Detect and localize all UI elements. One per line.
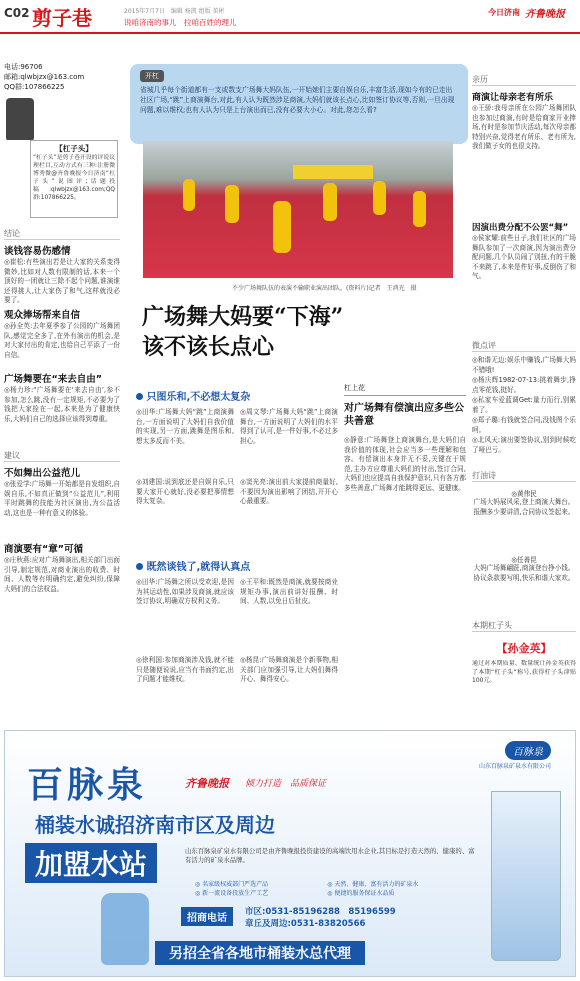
- water-glass-icon: [491, 791, 561, 961]
- section-suggestion: 建议: [4, 450, 120, 462]
- ad-bullet-4: ◎ 便捷的服务保证水品质: [327, 890, 395, 897]
- dancer-1: [183, 179, 195, 211]
- right-para-1: ◎王骄:我母亲所在公园广场舞团队也参加过商演,有时是给商家开业捧场,有时是参加节庆活动,每次母亲都特别兴奋,觉得老有所乐、老有所为,我们做子女的也很支持。: [472, 104, 576, 151]
- bullet-icon: [136, 393, 143, 400]
- ad-hotline-2: 章丘及周边:0531-83820566: [245, 919, 366, 929]
- water-bottle-icon: [101, 893, 149, 965]
- city-label: 今日济南: [488, 8, 520, 17]
- dancer-5: [373, 181, 386, 215]
- headline-line-1: 广场舞大妈要“下海”: [142, 304, 344, 330]
- photo-caption: 不少广场舞队伍的表演不输职业演出团队。(资料片)记者 王鸿光 摄: [232, 285, 417, 292]
- poem-2: 大妈广场舞翩跹,商演登台挣小钱。协议条款要写明,快乐和谐大家欢。: [473, 564, 575, 582]
- hongzi-body: “杠子头”是剪子巷开设的评说议理栏目,互动方式有三种:注册微博秀微@齐鲁晚报今日济南“杠子头”说图评;话题投稿:qlwbjzx@163.com;QQ群:107866225。: [33, 155, 115, 201]
- ad-bottom-line: 另招全省各地市桶装水总代理: [155, 941, 365, 965]
- mid-comment-3: ◎周文琴:广场舞大妈“跳”上商演舞台,一方面说明了大妈们的水平得到了认可,是一件好事,不必过多担心。: [240, 408, 338, 445]
- mid-comment-2: ◎刘建国:说到底还是自娱自乐,只要大家开心就好,没必要把事情想得太复杂。: [136, 478, 234, 506]
- column-title: 剪子巷: [32, 6, 92, 30]
- section-doggerel: 打油诗: [472, 470, 576, 482]
- fist-icon: [6, 98, 34, 140]
- left-para-3: ◎杨力珍:“广场舞要在‘来去自由’,参不参加,怎么跳,没有一定规矩,不必要为了钱把大家拴在一起,本来是为了健康快乐,大妈们自己的选择应该得到尊重。: [4, 386, 120, 423]
- dancer-6: [413, 191, 426, 227]
- left-para-5: ◎庄秋燕:应对广场舞演出,相关部门出面引导,制定规范,对商业演出的收费、时间、人数等有明确约定,避免纠纷,保障大妈们的合法权益。: [4, 556, 120, 593]
- left-para-4: ◎张爱学:广场舞一开始都是自发组织,自娱自乐,不如真正做到“公益范儿”,利用平时跳舞的技能为社区演出,为公益活动,这也是一种有意义的体验。: [4, 480, 120, 517]
- right-para-2: ◎侯家耀:前些日子,我们社区的广场舞队参加了一次商演,因为演出费分配问题,几个队员闹了别扭,有的干脆不来跳了,本来是件好事,反倒伤了和气。: [472, 234, 576, 281]
- mid-col-c: [136, 578, 234, 726]
- ad-line-2: 加盟水站: [25, 843, 157, 883]
- mid-comment-8: ◎杨昆:广场舞商演是个新事物,相关部门应加强引导,让大妈们舞得开心、舞得安心。: [240, 656, 338, 684]
- winner-note: 通过对本期质量、数量统计孙金英获得了本期“杠子头”称号,获得杠子头津贴100元。: [472, 660, 576, 684]
- dancer-3: [273, 201, 291, 253]
- left-heading-1: 谈钱容易伤感情: [4, 246, 71, 257]
- ad-brand: 百脉泉: [27, 765, 148, 806]
- dance-photo: [143, 141, 453, 278]
- contact-qq: QQ群:107866225: [4, 83, 65, 91]
- mid-comment-6: ◎徐利国:参加商演涉及钱,就不能只是随便说说,应当有书面约定,出了问题才能维权。: [136, 656, 234, 684]
- page-header: [0, 0, 580, 34]
- ad-tagline-brand: 齐鲁晚报: [185, 777, 229, 790]
- mid-comment-5: ◎田华:广场舞之所以受欢迎,是因为其运动性,如果涉及商演,就应该签订协议,明确双方权利义务。: [136, 578, 234, 606]
- page-number: C02: [4, 6, 30, 20]
- lead-box: [130, 64, 468, 144]
- lead-text: 省城几乎每个街道都有一支或数支广场舞大妈队伍,一开始她们主要自娱自乐,丰富生活,现如今有的已走出社区广场,“跳”上商演舞台,对此,有人认为既然涉足商演,大妈们就该长点心,比如签订协议等,否则,一旦出现问题,难以维权;也有人认为只是上台演出而已,没有必要大小心。对此,您怎么看?: [140, 86, 455, 114]
- ad-line-1: 桶装水诚招济南市区及周边: [35, 813, 275, 837]
- advertisement: [4, 730, 576, 977]
- micro-comment-2: ◎杨庆辉1982-07-13:挑着舞步,挣点零花钱,挺好。: [472, 376, 576, 394]
- micro-comment-5: ◎北风天:演出要签协议,别到时候吃了哑巴亏。: [472, 436, 576, 454]
- subhead-2: [136, 558, 340, 573]
- poem-1: 广场大妈展风采,登上商演大舞台。报酬多少要讲清,合同协议签起来。: [473, 498, 575, 516]
- ad-hotline: 市区:0531-85196288 85196599: [245, 907, 396, 917]
- contact-email: 邮箱:qlwbjzx@163.com: [4, 73, 85, 81]
- right-heading-2: 因演出费分配不公罢“舞”: [472, 223, 569, 233]
- ad-logo: 百脉泉: [505, 741, 551, 760]
- mid-comment-4: ◎窦光亮:演出前大家提前商量好,不要因为演出影响了团结,开开心心最重要。: [240, 478, 338, 506]
- ad-bullet-2: ◎ 新一流设备投放生产工艺: [195, 890, 269, 897]
- left-heading-5: 商演要有“章”可循: [4, 544, 83, 555]
- ad-bullets: [195, 879, 475, 897]
- gangshanghua-column: [344, 383, 466, 666]
- slogan: 说咱济南的事儿 拉咱百姓的理儿: [124, 18, 237, 27]
- gangshanghua-label: 杠上花: [344, 383, 466, 396]
- ad-bullet-1: ◎ 名家级权威部门严选产品: [195, 881, 269, 888]
- poem-2-author: ◎任善昆: [511, 556, 537, 564]
- dancer-4: [323, 183, 337, 221]
- section-winner: 本期杠子头: [472, 620, 576, 632]
- hongzi-box: [30, 140, 118, 218]
- left-para-2: ◎孙全英:去年夏季参了公园的广场舞团队,感觉完全多了,在外有演出的机会,是对大家付出的肯定,也给自己平添了一份自信。: [4, 322, 120, 359]
- bullet-icon: [136, 563, 143, 570]
- right-column: [472, 74, 576, 690]
- mid-comment-7: ◎王平和:既然是商演,就要按商业规矩办事,演出前讲好报酬、时间、人数,以免日后扯皮。: [240, 578, 338, 606]
- poem-1-author: ◎黄伟民: [511, 490, 537, 498]
- contact-block: [4, 62, 116, 92]
- gangshanghua-body: ◎静意:广场舞登上商演舞台,是大妈们自我价值的体现,社会应当多一些理解和包容。有偿演出本身并无不妥,关键在于规范,主办方应尊重大妈们的付出,签订合同,大妈们也应提高自我保护意识,只有各方都多些善意,广场舞才能跳得更远、更健康。: [344, 436, 466, 492]
- left-para-1: ◎崔松:有些演出若是让大家的关系变得微妙,比如对人数有限制的话,本来一个顶好的一团就让三除不起个问题,谁演谁还得挑人,让大家伤了和气,这样就没必要了。: [4, 258, 120, 305]
- micro-comment-1: ◎和谐无边:娱乐中赚钱,广场舞大妈不错哦!: [472, 356, 576, 374]
- micro-comment-3: ◎私家车爱蓝调Get:量力而行,别累着了。: [472, 396, 576, 414]
- dancer-2: [225, 185, 239, 223]
- left-heading-4: 不如舞出公益范儿: [4, 468, 81, 479]
- date-line: 2015年7月7日 编辑 杨凯 组版 董彬: [124, 8, 225, 15]
- mid-col-a: [136, 408, 234, 532]
- brand-label: 齐鲁晚报: [525, 9, 565, 20]
- left-heading-2: 观众捧场帮来自信: [4, 310, 81, 321]
- tent-shape: [293, 165, 373, 179]
- subhead-1-text: 只图乐和,不必想太复杂: [146, 392, 251, 403]
- subhead-1: [136, 388, 340, 403]
- mid-col-d: [240, 578, 338, 726]
- lead-label: 开杠: [140, 70, 164, 82]
- section-conclusion: 结论: [4, 228, 120, 240]
- ad-company: 山东百脉泉矿泉水有限公司: [479, 763, 552, 770]
- winner-name: 【孙金英】: [496, 642, 552, 655]
- ad-description: 山东百脉泉矿泉水有限公司是由齐鲁晚报投资建设的高端饮用水企业,其目标是打造天然的、健康的、富有活力的矿泉水品牌。: [185, 847, 475, 864]
- left-column: [4, 228, 120, 624]
- contact-phone: 电话:96706: [4, 63, 43, 71]
- micro-comment-4: ◎郑子璐:有钱就签合同,没钱图个乐呵。: [472, 416, 576, 434]
- ad-bullet-3: ◎ 天然、健康、富有活力的矿泉水: [327, 881, 419, 888]
- gangshanghua-title: 对广场舞有偿演出应多些公共善意: [344, 403, 464, 427]
- hongzi-title: 【杠子头】: [55, 144, 93, 153]
- ad-hotline-label: 招商电话: [181, 907, 233, 926]
- section-experience: 亲历: [472, 74, 576, 86]
- mid-col-b: [240, 408, 338, 532]
- section-micro-comments: 微点评: [472, 340, 576, 352]
- ad-tagline: 倾力打造 品质保证: [245, 779, 327, 789]
- right-heading-1: 商演让母亲老有所乐: [472, 93, 554, 103]
- subhead-2-text: 既然谈钱了,就得认真点: [146, 562, 251, 573]
- mid-comment-1: ◎田华:广场舞大妈“跳”上商演舞台,一方面说明了大妈们自我价值的实现,另一方面,跳舞是图乐和,想太多反而不美。: [136, 408, 234, 445]
- headline-line-2: 该不该长点心: [142, 334, 275, 360]
- left-heading-3: 广场舞要在“来去自由”: [4, 374, 102, 385]
